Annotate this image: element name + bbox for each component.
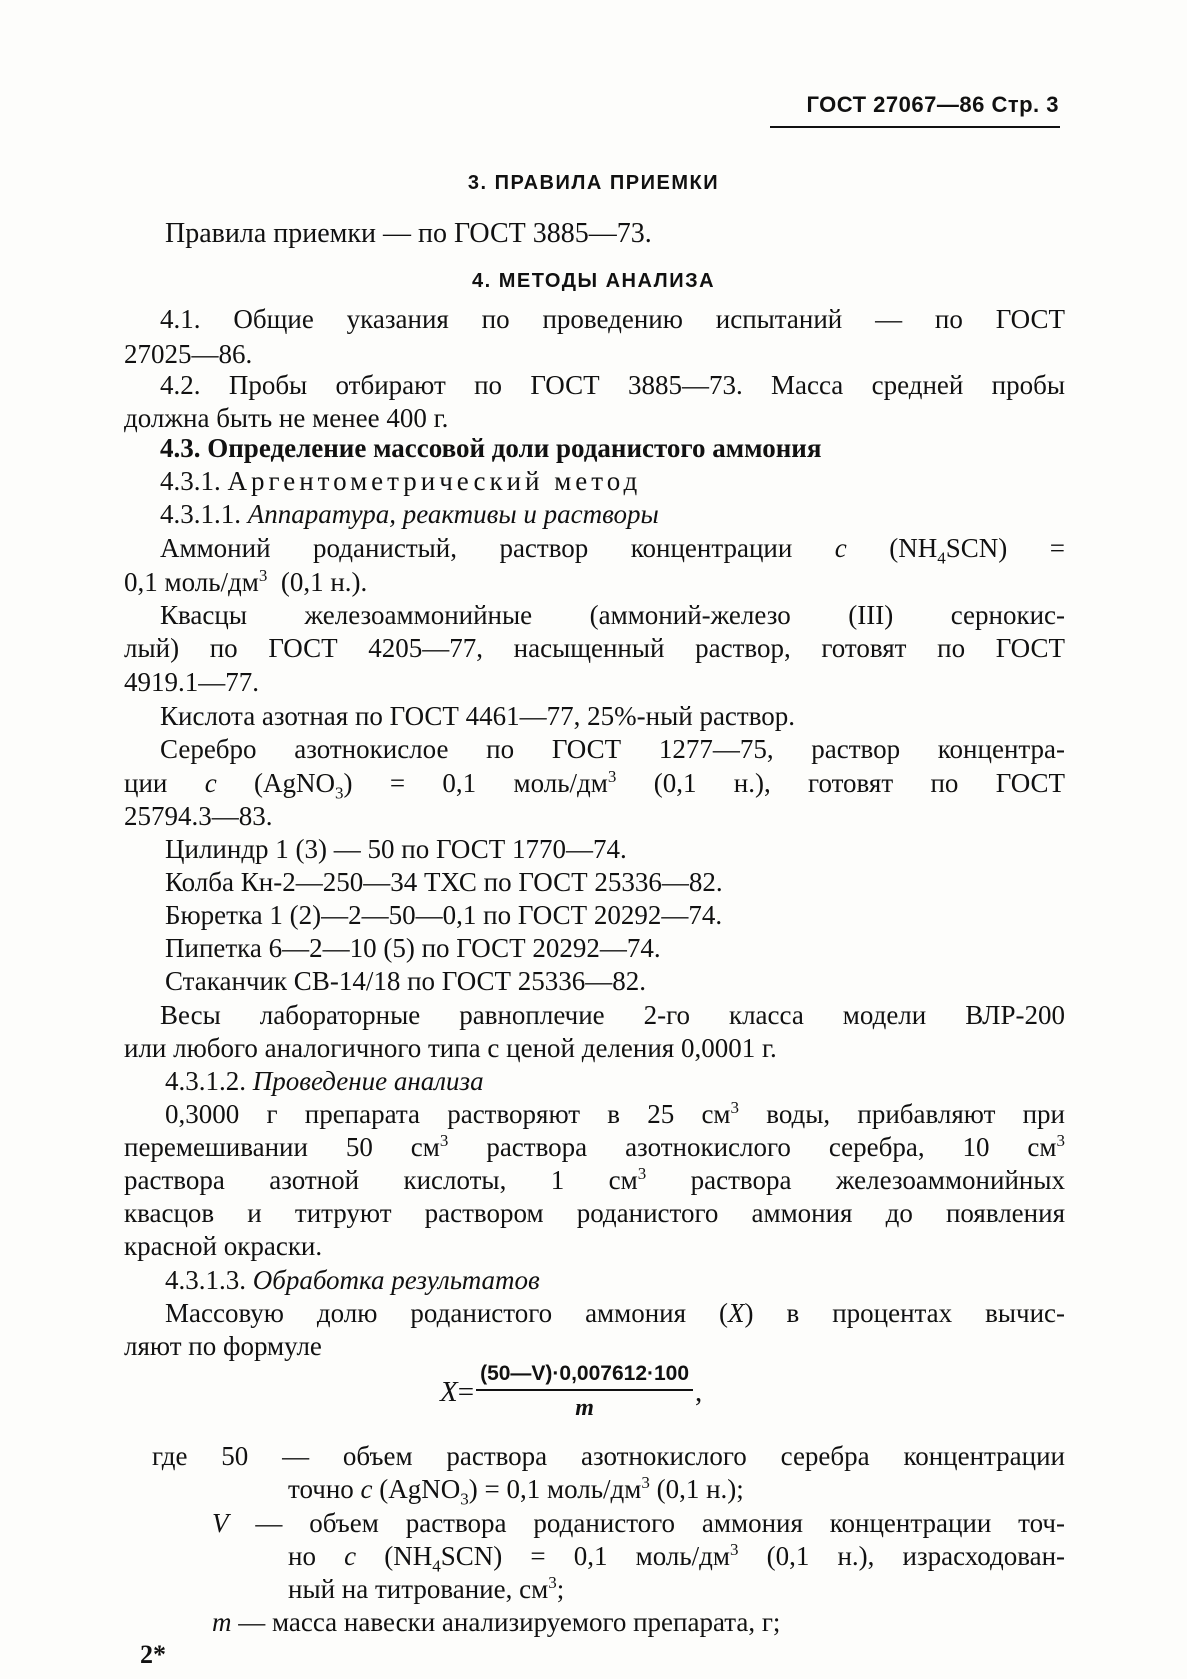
reagent-alum-line1: Квасцы железоаммонийные (аммоний-железо (III) сернокис-	[160, 600, 1065, 630]
text-part: раствора железоаммонийных	[690, 1165, 1065, 1195]
formula-part: (NH	[889, 533, 938, 563]
formula-part: (NH	[384, 1541, 433, 1571]
para-4-1-line2: 27025—86.	[124, 339, 253, 369]
para-4-2-line2: должна быть не менее 400 г.	[124, 403, 449, 433]
text-part: ) в процентах вычис-	[744, 1298, 1066, 1328]
unit-superscript: 3	[1056, 1131, 1065, 1150]
text-part: — объем раствора роданистого аммония концентрации точ-	[255, 1508, 1065, 1538]
legend-v-line2	[288, 1540, 1066, 1576]
text-part: ции	[124, 768, 168, 798]
text-part: — масса навески анализируемого препарата, г;	[238, 1607, 781, 1637]
formula-part: (AgNO	[254, 768, 336, 798]
conc-symbol: c	[834, 533, 847, 563]
header-rule	[770, 126, 1060, 128]
formula-part: ) = 0,1 моль/дм	[343, 768, 608, 798]
signature-mark: 2*	[140, 1640, 166, 1669]
formula-numerator: (50—V)·0,007612·100	[476, 1362, 693, 1391]
unit-superscript: 3	[548, 1573, 557, 1592]
reagent-ammonium-text: Аммоний роданистый, раствор концентрации	[160, 533, 793, 563]
para-4-3-1-1-text: Аппаратура, реактивы и растворы	[247, 499, 659, 529]
formula-subscript: 3	[335, 783, 344, 803]
unit-superscript: 3	[607, 767, 617, 786]
legend-m-line	[212, 1606, 780, 1638]
equipment-scales-line1: Весы лабораторные равноплечие 2-го класса модели ВЛР-200	[160, 1000, 1065, 1030]
reagent-silver-line1: Серебро азотнокислое по ГОСТ 1277—75, раствор концентра-	[160, 734, 1065, 764]
formula-fraction	[476, 1362, 693, 1422]
calc-line1	[165, 1297, 1065, 1329]
unit-superscript: 3	[730, 1098, 740, 1117]
procedure-line5: красной окраски.	[124, 1231, 323, 1261]
equipment-scales-line2: или любого аналогичного типа с ценой деления 0,0001 г.	[124, 1033, 777, 1063]
reagent-ammonium-line2	[124, 566, 367, 598]
variable-m: m	[212, 1607, 232, 1637]
formula-subscript: 4	[432, 1556, 441, 1576]
text-part: ;	[556, 1574, 565, 1604]
unit-superscript: 3	[258, 566, 268, 585]
reagent-silver-line3: 25794.3—83.	[124, 801, 273, 831]
unit-superscript: 3	[439, 1131, 449, 1150]
reagent-ammonium-line1	[160, 532, 1065, 568]
legend-v-line3	[288, 1573, 564, 1605]
calc-line2: ляют по формуле	[124, 1331, 322, 1361]
para-4-3-1-heading	[160, 465, 641, 497]
procedure-line3	[124, 1164, 1065, 1196]
reagent-alum-line3: 4919.1—77.	[124, 667, 259, 697]
text-part: но	[288, 1541, 316, 1571]
formula-part: (AgNO	[379, 1474, 461, 1504]
formula-part: SCN) =	[945, 533, 1065, 563]
para-4-3-1-2-text: Проведение анализа	[252, 1066, 484, 1096]
equipment-flask: Колба Кн-2—250—34 ТХС по ГОСТ 25336—82.	[165, 867, 723, 897]
text-part: (0,1 н.), готовят по ГОСТ	[653, 768, 1066, 798]
text-part: Массовую долю роданистого аммония (	[165, 1298, 729, 1328]
unit-superscript: 3	[641, 1473, 650, 1492]
equipment-cylinder: Цилиндр 1 (3) — 50 по ГОСТ 1770—74.	[165, 834, 627, 864]
para-4-1-line1: 4.1. Общие указания по проведению испытаний — по ГОСТ	[160, 304, 1065, 334]
legend-50-line2	[288, 1473, 744, 1509]
para-4-2-line1: 4.2. Пробы отбирают по ГОСТ 3885—73. Масса средней пробы	[160, 370, 1065, 400]
procedure-line4: квасцов и титруют раствором роданистого аммония до появления	[124, 1198, 1065, 1228]
unit-superscript: 3	[729, 1540, 739, 1559]
reagent-silver-line2	[124, 767, 1066, 803]
section-4-title: 4. МЕТОДЫ АНАЛИЗА	[471, 270, 716, 292]
formula-subscript: 3	[460, 1489, 469, 1509]
para-4-3-1-1-heading	[160, 498, 659, 530]
formula-denominator: m	[575, 1395, 594, 1421]
section-3-text: Правила приемки — по ГОСТ 3885—73.	[165, 218, 652, 249]
conc-symbol: c	[344, 1541, 357, 1571]
unit-superscript: 3	[637, 1164, 647, 1183]
gost-number: ГОСТ 27067—86	[806, 92, 985, 117]
page-number: Стр. 3	[991, 92, 1059, 117]
para-4-3-heading: 4.3. Определение массовой доли роданистого аммония	[160, 433, 822, 463]
para-4-3-1-3-heading	[165, 1264, 540, 1296]
legend-v-line1	[212, 1507, 1065, 1539]
text-part: воды, прибавляют при	[766, 1099, 1065, 1129]
para-4-3-1-number: 4.3.1.	[160, 466, 221, 496]
para-4-3-1-2-heading	[165, 1065, 484, 1097]
equipment-pipette: Пипетка 6—2—10 (5) по ГОСТ 20292—74.	[165, 933, 661, 963]
formula-subscript: 4	[937, 548, 946, 568]
result-formula	[440, 1362, 702, 1422]
formula-part: ) = 0,1 моль/дм	[468, 1474, 642, 1504]
equipment-burette: Бюретка 1 (2)—2—50—0,1 по ГОСТ 20292—74.	[165, 900, 723, 930]
formula-lhs: X	[440, 1375, 458, 1408]
equipment-beaker: Стаканчик СВ-14/18 по ГОСТ 25336—82.	[165, 966, 647, 996]
section-3-title: 3. ПРАВИЛА ПРИЕМКИ	[467, 172, 720, 194]
conc-symbol: c	[360, 1474, 373, 1504]
para-4-3-1-2-number: 4.3.1.2.	[165, 1066, 246, 1096]
conc-value: 0,1 моль/дм	[124, 567, 259, 597]
conc-symbol: c	[204, 768, 217, 798]
para-4-3-1-3-text: Обработка результатов	[252, 1265, 540, 1295]
para-4-3-1-1-number: 4.3.1.1.	[160, 499, 241, 529]
text-part: перемешивании 50 см	[124, 1132, 440, 1162]
normality: (0,1 н.).	[280, 567, 368, 597]
text-part: раствора азотной кислоты, 1 см	[124, 1165, 638, 1195]
formula-equals: =	[457, 1375, 475, 1408]
variable-v: V	[212, 1508, 229, 1538]
para-4-3-1-text: Аргентометрический метод	[227, 466, 642, 496]
text-part: раствора азотнокислого серебра, 10 см	[486, 1132, 1057, 1162]
procedure-line1	[165, 1098, 1065, 1130]
para-4-3-1-3-number: 4.3.1.3.	[165, 1265, 246, 1295]
reagent-alum-line2: лый) по ГОСТ 4205—77, насыщенный раствор, готовят по ГОСТ	[124, 633, 1065, 663]
text-part: точно	[288, 1474, 354, 1504]
variable-x: X	[728, 1298, 745, 1328]
reagent-nitric-acid: Кислота азотная по ГОСТ 4461—77, 25%-ный раствор.	[160, 701, 796, 731]
text-part: (0,1 н.), израсходован-	[766, 1541, 1066, 1571]
formula-trailing-comma: ,	[695, 1375, 703, 1408]
formula-part: SCN) = 0,1 моль/дм	[440, 1541, 730, 1571]
procedure-line2	[124, 1131, 1065, 1163]
text-part: (0,1 н.);	[656, 1474, 744, 1504]
text-part: 0,3000 г препарата растворяют в 25 см	[165, 1099, 731, 1129]
text-part: ный на титрование, см	[288, 1574, 549, 1604]
page-header	[806, 92, 1059, 118]
legend-50-line1: где 50 — объем раствора азотнокислого серебра концентрации	[152, 1441, 1065, 1471]
